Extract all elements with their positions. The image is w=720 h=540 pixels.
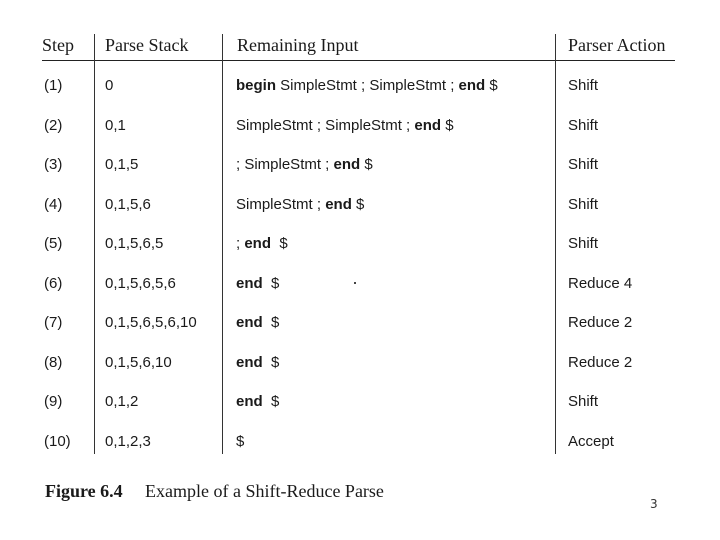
table-row	[0, 303, 720, 343]
parser-action-cell: Shift	[568, 77, 599, 94]
step-cell: (1)	[44, 77, 63, 94]
step-cell: (10)	[44, 432, 71, 450]
remaining-input-cell	[236, 275, 279, 292]
parse-stack-cell: 0	[105, 77, 114, 94]
input-token: $	[271, 235, 288, 252]
step-cell: (8)	[44, 353, 63, 371]
remaining-input-cell	[236, 314, 279, 331]
keyword-token: end	[244, 235, 272, 252]
input-token: $	[360, 156, 373, 173]
table-row	[0, 185, 720, 225]
header-remaining-input: Remaining Input	[237, 35, 359, 55]
parser-action-cell: Reduce 2	[568, 314, 633, 331]
header-rule	[42, 60, 675, 61]
input-token: $	[351, 195, 365, 213]
input-token: SimpleStmt ;	[236, 195, 326, 213]
parse-stack-cell: 0,1	[105, 116, 126, 134]
input-token: SimpleStmt ; SimpleStmt ;	[236, 116, 415, 134]
remaining-input-cell	[236, 235, 288, 252]
header-parse-stack: Parse Stack	[105, 35, 189, 55]
input-token: $	[262, 353, 280, 371]
parser-action-cell: Accept	[568, 432, 614, 450]
input-token: $	[262, 393, 280, 410]
parse-stack-cell: 0,1,5,6,5,6,10	[105, 314, 197, 331]
table-row	[0, 145, 720, 185]
step-cell: (2)	[44, 116, 63, 134]
input-token: $	[441, 116, 454, 134]
keyword-token: end	[325, 195, 352, 213]
parse-stack-cell: 0,1,5,6	[105, 195, 151, 213]
parser-action-cell: Shift	[568, 195, 599, 213]
header-step: Step	[42, 35, 75, 55]
step-cell: (9)	[44, 393, 63, 410]
parse-stack-cell: 0,1,5,6,5,6	[105, 274, 176, 292]
parser-action-cell: Shift	[568, 156, 599, 173]
table-row	[0, 264, 720, 304]
header-parser-action: Parser Action	[568, 35, 666, 55]
step-cell: (5)	[44, 235, 63, 252]
keyword-token: end	[236, 393, 263, 410]
step-cell: (6)	[44, 274, 63, 292]
table-row	[0, 422, 720, 462]
keyword-token: end	[236, 274, 263, 292]
remaining-input-cell	[236, 117, 454, 134]
table-row	[0, 382, 720, 422]
keyword-token: end	[236, 353, 263, 371]
parser-action-cell: Reduce 4	[568, 274, 633, 292]
parser-action-cell: Shift	[568, 235, 599, 252]
parse-stack-cell: 0,1,2	[105, 393, 139, 410]
input-token: $	[485, 77, 498, 94]
keyword-token: end	[333, 156, 361, 173]
table-row	[0, 343, 720, 383]
table-row	[0, 224, 720, 264]
figure-number: Figure 6.4	[45, 481, 123, 501]
input-token: SimpleStmt ; SimpleStmt ;	[276, 77, 459, 94]
remaining-input-cell	[236, 156, 373, 173]
figure-caption: Example of a Shift-Reduce Parse	[145, 481, 384, 501]
remaining-input-cell	[236, 433, 244, 450]
parser-action-cell: Shift	[568, 116, 599, 134]
step-cell: (3)	[44, 156, 63, 173]
parse-stack-cell: 0,1,5,6,10	[105, 353, 172, 371]
step-cell: (7)	[44, 314, 63, 331]
remaining-input-cell	[236, 393, 279, 410]
keyword-token: end	[236, 314, 263, 331]
parse-stack-cell: 0,1,5,6,5	[105, 235, 164, 252]
input-token: $	[262, 314, 280, 331]
input-token: ;	[236, 235, 245, 252]
scan-speck	[354, 282, 356, 284]
page-number: 3	[650, 497, 658, 511]
keyword-token: end	[414, 116, 442, 134]
parser-action-cell: Shift	[568, 393, 599, 410]
input-token: $	[236, 432, 245, 450]
parse-table-body	[0, 66, 720, 461]
input-token: $	[262, 274, 280, 292]
keyword-token: end	[458, 77, 486, 94]
step-cell: (4)	[44, 195, 63, 213]
table-row	[0, 66, 720, 106]
parse-stack-cell: 0,1,5	[105, 156, 139, 173]
keyword-token: begin	[236, 77, 276, 94]
remaining-input-cell	[236, 196, 364, 213]
remaining-input-cell	[236, 354, 279, 371]
table-row	[0, 106, 720, 146]
remaining-input-cell	[236, 77, 498, 94]
input-token: ; SimpleStmt ;	[236, 156, 334, 173]
parse-stack-cell: 0,1,2,3	[105, 432, 151, 450]
parser-action-cell: Reduce 2	[568, 353, 633, 371]
